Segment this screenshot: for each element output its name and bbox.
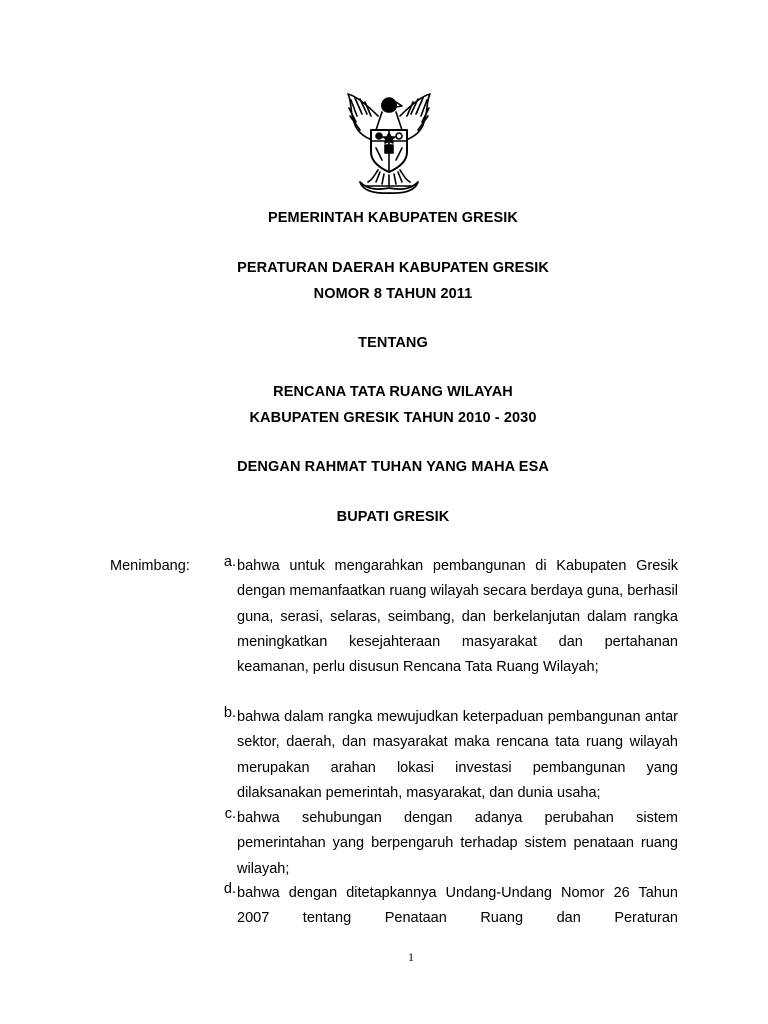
government-heading: PEMERINTAH KABUPATEN GRESIK xyxy=(267,210,518,226)
item-marker: d. xyxy=(223,881,236,897)
item-text: bahwa dengan ditetapkannya Undang-Undang Nomor 26 Tahun 2007 tentang Penataan Ruang dan Peraturan xyxy=(237,885,678,927)
item-marker: b. xyxy=(223,705,236,721)
subject-line-1: RENCANA TATA RUANG WILAYAH xyxy=(273,384,513,400)
regulation-number: NOMOR 8 TAHUN 2011 xyxy=(313,286,473,302)
considering-item xyxy=(212,554,678,680)
item-marker: c. xyxy=(224,806,236,822)
blessing-line: DENGAN RAHMAT TUHAN YANG MAHA ESA xyxy=(237,459,549,475)
subject-line-2: KABUPATEN GRESIK TAHUN 2010 - 2030 xyxy=(249,410,537,426)
about-heading: TENTANG xyxy=(358,335,428,351)
considering-item xyxy=(212,806,678,882)
regulation-heading: PERATURAN DAERAH KABUPATEN GRESIK xyxy=(237,260,549,276)
considering-item xyxy=(212,705,678,806)
considering-label: Menimbang: xyxy=(110,558,190,574)
item-text: bahwa untuk mengarahkan pembangunan di Kabupaten Gresik dengan memanfaatkan ruang wilayah secara berdaya guna, berhasil guna, serasi, selaras, seimbang, dan berkelanjutan dalam rangka meningkatkan kesejahteraan masyarakat dan pertahanan keamanan, perlu disusun Rencana Tata Ruang Wilayah; xyxy=(237,558,678,676)
item-text: bahwa dalam rangka mewujudkan keterpaduan pembangunan antar sektor, daerah, dan masyarakat maka rencana tata ruang wilayah merupakan arahan lokasi investasi pembangunan yang dilaksanakan pemerintah, masyarakat, dan dunia usaha; xyxy=(237,709,678,801)
official-title: BUPATI GRESIK xyxy=(336,509,450,525)
page-number: 1 xyxy=(408,950,414,964)
item-marker: a. xyxy=(223,554,236,570)
garuda-emblem-icon xyxy=(338,90,440,196)
considering-item xyxy=(212,881,678,932)
item-text: bahwa sehubungan dengan adanya perubahan sistem pemerintahan yang berpengaruh terhadap sistem penataan ruang wilayah; xyxy=(237,810,678,877)
